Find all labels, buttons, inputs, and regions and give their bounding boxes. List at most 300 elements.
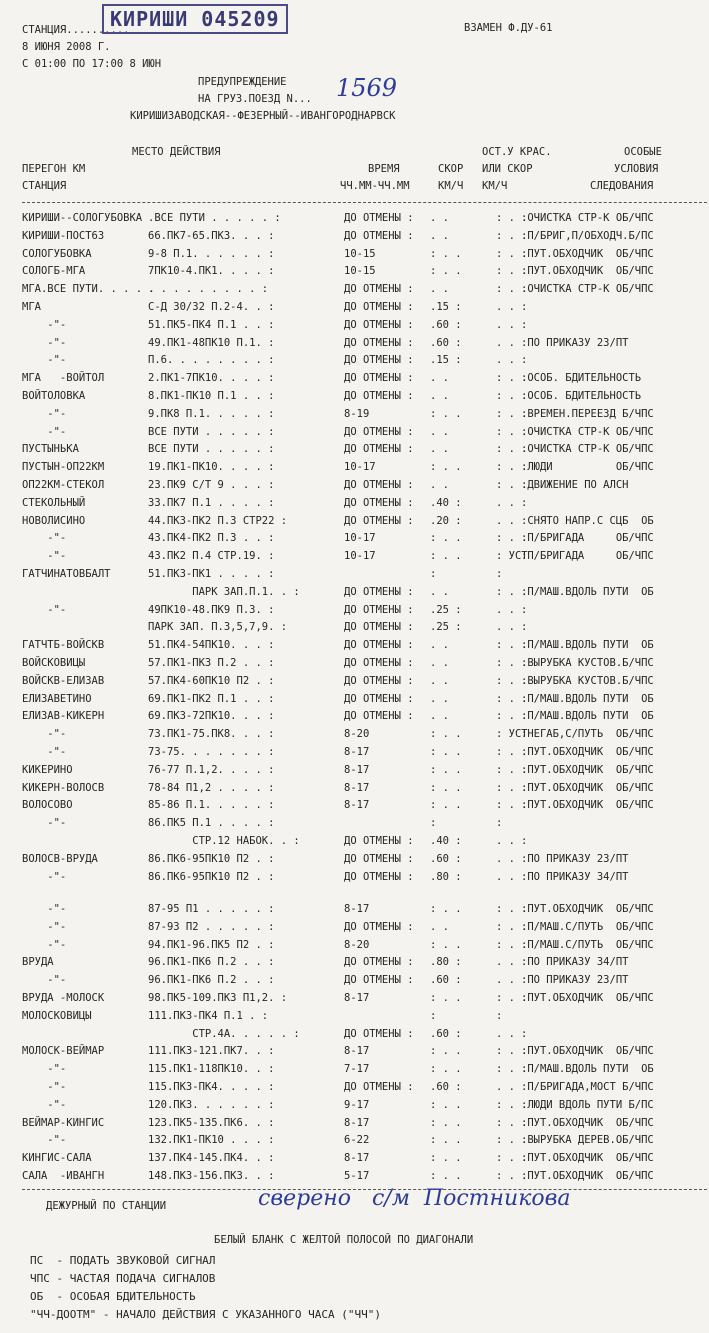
table-row: [0, 691, 709, 708]
station-cell: ВОЛОСОВО: [22, 799, 73, 812]
table-row: [0, 513, 709, 530]
location-cell: ВСЕ ПУТИ . . . . . :: [148, 443, 275, 456]
red-stop-cell: : . .: [496, 443, 528, 456]
location-cell: 85-86 П.1. . . . . :: [148, 799, 275, 812]
station-cell: -"-: [22, 1081, 67, 1093]
table-row: [0, 1008, 709, 1025]
location-cell: 111.ПК3-121.ПК7. . :: [148, 1045, 275, 1058]
station-cell: -"-: [22, 407, 67, 420]
station-cell: ОП22КМ-СТЕКОЛ: [22, 479, 105, 491]
table-row: [0, 1026, 709, 1043]
time-cell: ДО ОТМЕНЫ :: [344, 283, 414, 296]
conditions-cell: :ВЫРУБКА КУСТОВ.Б/ЧПС: [521, 674, 654, 687]
conditions-cell: :ОЧИСТКА СТР-К ОБ/ЧПС: [521, 443, 654, 456]
header-divider: [22, 202, 709, 203]
time-cell: 8-20: [344, 728, 370, 741]
conditions-cell: :ПУТ.ОБХОДЧИК ОБ/ЧПС: [521, 1116, 654, 1129]
location-cell: 98.ПК5-109.ПК3 П1,2. :: [148, 992, 288, 1004]
red-stop-cell: . .: [496, 496, 515, 509]
red-stop-cell: : . .: [496, 265, 528, 278]
speed-cell: : . .: [430, 903, 462, 915]
station-cell: -"-: [22, 318, 67, 331]
conditions-cell: :ОСОБ. БДИТЕЛЬНОСТЬ: [521, 390, 642, 402]
location-cell: СТР.12 НАБОК. . :: [148, 835, 300, 847]
table-row: [0, 901, 709, 918]
time-cell: ДО ОТМЕНЫ :: [344, 920, 414, 933]
table-row: [0, 566, 709, 583]
conditions-cell: :П/БРИГ,П/ОБХОДЧ.Б/ПС: [521, 229, 654, 242]
table-row: [0, 869, 709, 886]
col-time: ВРЕМЯ: [368, 163, 400, 175]
station-cell: КИРИШИ-ПОСТ63: [22, 229, 105, 242]
red-stop-cell: : . .: [496, 674, 528, 687]
speed-cell: : . .: [430, 763, 462, 776]
red-stop-cell: : . .: [496, 407, 528, 420]
station-cell: -"-: [22, 1134, 67, 1147]
table-row: [0, 726, 709, 743]
red-stop-cell: : . .: [496, 1116, 528, 1129]
location-cell: 51.ПК5-ПК4 П.1 . . :: [148, 318, 275, 331]
time-cell: ДО ОТМЕНЫ :: [344, 956, 414, 969]
location-cell: 9-8 П.1. . . . . . :: [148, 247, 275, 260]
valid-period: С 01:00 ПО 17:00 8 ИЮН: [22, 58, 162, 70]
speed-cell: . .: [430, 920, 449, 933]
location-cell: 87-93 П2 . . . . . :: [148, 920, 275, 933]
station-cell: ЕЛИЗАВ-КИКЕРН: [22, 710, 105, 723]
speed-cell: . .: [430, 639, 449, 652]
table-row: [0, 919, 709, 936]
location-cell: 115.ПК1-118ПК10. . :: [148, 1063, 275, 1076]
speed-cell: . .: [430, 692, 449, 705]
conditions-cell: :ПУТ.ОБХОДЧИК ОБ/ЧПС: [521, 1170, 654, 1182]
conditions-cell: :ПУТ.ОБХОДЧИК ОБ/ЧПС: [521, 265, 654, 278]
conditions-cell: :ВЫРУБКА ДЕРЕВ.ОБ/ЧПС: [521, 1134, 654, 1147]
col-red-1: ОСТ.У КРАС.: [482, 146, 552, 158]
red-stop-cell: : . .: [496, 1045, 528, 1058]
station-label: СТАНЦИЯ..........: [22, 24, 130, 36]
time-cell: ДО ОТМЕНЫ :: [344, 1027, 414, 1040]
conditions-cell: :ПУТ.ОБХОДЧИК ОБ/ЧПС: [521, 763, 654, 776]
table-row: [0, 602, 709, 619]
station-cell: ГАТЧИНАТОВБАЛТ: [22, 568, 111, 580]
red-stop-cell: : . .: [496, 229, 528, 242]
station-cell: МГА -ВОЙТОЛ: [22, 372, 105, 385]
station-cell: НОВОЛИСИНО: [22, 514, 86, 527]
route: КИРИШИЗАВОДСКАЯ--ФЕЗЕРНЫЙ--ИВАНГОРОДНАРВСК: [130, 110, 396, 122]
station-cell: -"-: [22, 1063, 67, 1076]
conditions-cell: :П/БРИГАДА,МОСТ Б/ЧПС: [521, 1081, 654, 1093]
table-row: [0, 210, 709, 227]
conditions-cell: :ОСОБ. БДИТЕЛЬНОСТЬ: [521, 372, 642, 385]
table-row: [0, 637, 709, 654]
station-cell: ВРУДА -МОЛОСК: [22, 992, 105, 1004]
speed-cell: : . .: [430, 728, 462, 741]
station-cell: -"-: [22, 1098, 67, 1111]
conditions-cell: :ОЧИСТКА СТР-К ОБ/ЧПС: [521, 283, 654, 296]
red-stop-cell: : . .: [496, 212, 528, 224]
conditions-cell: :П/МАШ.С/ПУТЬ ОБ/ЧПС: [521, 920, 654, 933]
table-row: [0, 954, 709, 971]
speed-cell: . .: [430, 585, 449, 598]
station-cell: КИРИШИ--СОЛОГУБОВКА: [22, 212, 143, 224]
speed-cell: :: [430, 568, 437, 580]
conditions-cell: :ОЧИСТКА СТР-К ОБ/ЧПС: [521, 212, 654, 224]
red-stop-cell: :: [496, 817, 503, 830]
conditions-cell: :НЕГАБ,С/ПУТЬ ОБ/ЧПС: [521, 728, 654, 741]
conditions-cell: :ПО ПРИКАЗУ 23/ПТ: [521, 974, 629, 987]
table-row: [0, 459, 709, 476]
speed-cell: : . .: [430, 1116, 462, 1129]
document-title: ПРЕДУПРЕЖДЕНИЕ: [198, 76, 287, 88]
station-cell: -"-: [22, 903, 67, 915]
red-stop-cell: :: [496, 568, 503, 580]
speed-cell: : . .: [430, 1134, 462, 1147]
speed-cell: : . .: [430, 532, 462, 545]
conditions-cell: :ДВИЖЕНИЕ ПО АЛСН: [521, 479, 629, 491]
red-stop-cell: : . .: [496, 479, 528, 491]
speed-cell: : . .: [430, 1063, 462, 1076]
conditions-cell: :П/БРИГАДА ОБ/ЧПС: [521, 550, 654, 563]
location-cell: 111.ПК3-ПК4 П.1 . :: [148, 1009, 269, 1022]
location-cell: 51.ПК3-ПК1 . . . . :: [148, 568, 275, 580]
location-cell: 51.ПК4-54ПК10. . . :: [148, 639, 275, 652]
table-row: [0, 1132, 709, 1149]
col-station: СТАНЦИЯ: [22, 180, 67, 192]
speed-cell: : . .: [430, 992, 462, 1004]
conditions-cell: :ПО ПРИКАЗУ 34/ПТ: [521, 956, 629, 969]
location-cell: 78-84 П1,2 . . . . :: [148, 781, 275, 794]
table-row: [0, 1097, 709, 1114]
station-cell: СТЕКОЛЬНЫЙ: [22, 496, 86, 509]
time-cell: 8-17: [344, 992, 370, 1004]
location-cell: 57.ПК1-ПК3 П.2 . . :: [148, 657, 275, 669]
time-cell: ДО ОТМЕНЫ :: [344, 336, 414, 349]
red-stop-cell: . .: [496, 514, 515, 527]
station-cell: ВРУДА: [22, 956, 54, 969]
station-cell: -"-: [22, 728, 67, 741]
location-cell: 148.ПК3-156.ПК3. . :: [148, 1170, 275, 1182]
conditions-cell: :ВРЕМЕН.ПЕРЕЕЗД Б/ЧПС: [521, 407, 654, 420]
time-cell: ДО ОТМЕНЫ :: [344, 835, 414, 847]
speed-cell: . .: [430, 443, 449, 456]
time-cell: ДО ОТМЕНЫ :: [344, 1081, 414, 1093]
red-stop-cell: : . .: [496, 1063, 528, 1076]
speed-cell: . .: [430, 372, 449, 385]
time-cell: ДО ОТМЕНЫ :: [344, 603, 414, 616]
station-cell: -"-: [22, 425, 67, 438]
station-cell: ВЕЙМАР-КИНГИС: [22, 1116, 105, 1129]
time-cell: ДО ОТМЕНЫ :: [344, 479, 414, 491]
speed-cell: .15 :: [430, 354, 462, 367]
time-cell: 8-17: [344, 903, 370, 915]
table-row: [0, 619, 709, 636]
speed-cell: .60 :: [430, 336, 462, 349]
conditions-cell: :ПО ПРИКАЗУ 34/ПТ: [521, 870, 629, 883]
conditions-cell: :: [521, 621, 528, 634]
col-place: МЕСТО ДЕЙСТВИЯ: [132, 146, 221, 158]
location-cell: 123.ПК5-135.ПК6. . :: [148, 1116, 275, 1129]
speed-cell: : . .: [430, 1170, 462, 1182]
conditions-cell: :ПУТ.ОБХОДЧИК ОБ/ЧПС: [521, 903, 654, 915]
station-cell: МГА: [22, 301, 41, 313]
location-cell: ВСЕ ПУТИ . . . . . :: [148, 425, 275, 438]
location-cell: 43.ПК2 П.4 СТР.19. :: [148, 550, 275, 563]
red-stop-cell: : . .: [496, 283, 528, 296]
speed-cell: .80 :: [430, 956, 462, 969]
table-row: [0, 530, 709, 547]
red-stop-cell: : . .: [496, 425, 528, 438]
table-row: [0, 1115, 709, 1132]
speed-cell: . .: [430, 657, 449, 669]
speed-cell: . .: [430, 710, 449, 723]
red-stop-cell: . .: [496, 852, 515, 865]
time-cell: ДО ОТМЕНЫ :: [344, 657, 414, 669]
time-cell: 9-17: [344, 1098, 370, 1111]
time-cell: ДО ОТМЕНЫ :: [344, 425, 414, 438]
location-cell: 137.ПК4-145.ПК4. . :: [148, 1152, 275, 1165]
red-stop-cell: : УСТ: [496, 728, 528, 741]
time-cell: 8-19: [344, 407, 370, 420]
conditions-cell: :ЛЮДИ ВДОЛЬ ПУТИ Б/ПС: [521, 1098, 654, 1111]
table-row: [0, 797, 709, 814]
table-row: [0, 1150, 709, 1167]
table-row: [0, 299, 709, 316]
time-cell: 10-15: [344, 265, 376, 278]
red-stop-cell: : . .: [496, 992, 528, 1004]
location-cell: 94.ПК1-96.ПК5 П2 . :: [148, 938, 275, 951]
conditions-cell: :ВЫРУБКА КУСТОВ.Б/ЧПС: [521, 657, 654, 669]
location-cell: 43.ПК4-ПК2 П.3 . . :: [148, 532, 275, 545]
station-cell: КИНГИС-САЛА: [22, 1152, 92, 1165]
table-row: [0, 762, 709, 779]
station-cell: -"-: [22, 603, 67, 616]
legend-item: ЧПС - ЧАСТАЯ ПОДАЧА СИГНАЛОВ: [30, 1272, 216, 1285]
station-cell: ЕЛИЗАВЕТИНО: [22, 692, 92, 705]
table-row: [0, 744, 709, 761]
station-cell: -"-: [22, 938, 67, 951]
location-cell: П.6. . . . . . . . :: [148, 354, 275, 367]
replaces-form: ВЗАМЕН Ф.ДУ-61: [464, 22, 553, 34]
red-stop-cell: : . .: [496, 657, 528, 669]
time-cell: 8-17: [344, 763, 370, 776]
col-speed-unit: КМ/Ч: [438, 180, 464, 192]
speed-cell: : . .: [430, 1098, 462, 1111]
location-cell: СТР.4А. . . . . :: [148, 1027, 300, 1040]
location-cell: 33.ПК7 П.1 . . . . :: [148, 496, 275, 509]
time-cell: ДО ОТМЕНЫ :: [344, 496, 414, 509]
time-cell: ДО ОТМЕНЫ :: [344, 354, 414, 367]
table-row: [0, 833, 709, 850]
time-cell: ДО ОТМЕНЫ :: [344, 692, 414, 705]
train-label: НА ГРУЗ.ПОЕЗД N...: [198, 93, 312, 105]
location-cell: 2.ПК1-7ПК10. . . . :: [148, 372, 275, 385]
speed-cell: : . .: [430, 938, 462, 951]
station-cell: МГА.ВСЕ ПУТИ. . . . .: [22, 283, 155, 296]
red-stop-cell: . .: [496, 354, 515, 367]
speed-cell: : . .: [430, 781, 462, 794]
col-red-unit: КМ/Ч: [482, 180, 508, 192]
legend-item: ОБ - ОСОБАЯ БДИТЕЛЬНОСТЬ: [30, 1290, 196, 1303]
time-cell: ДО ОТМЕНЫ :: [344, 852, 414, 865]
table-row: [0, 424, 709, 441]
location-cell: 49ПК10-48.ПК9 П.3. :: [148, 603, 275, 616]
red-stop-cell: . .: [496, 336, 515, 349]
red-stop-cell: . .: [496, 603, 515, 616]
conditions-cell: :: [521, 301, 528, 313]
speed-cell: .15 :: [430, 301, 462, 313]
speed-cell: .25 :: [430, 621, 462, 634]
time-cell: 6-22: [344, 1134, 370, 1147]
table-row: [0, 815, 709, 832]
time-cell: 8-17: [344, 781, 370, 794]
red-stop-cell: : . .: [496, 746, 528, 758]
table-row: [0, 441, 709, 458]
speed-cell: .60 :: [430, 1081, 462, 1093]
speed-cell: .40 :: [430, 496, 462, 509]
time-cell: 8-17: [344, 746, 370, 758]
table-row: [0, 584, 709, 601]
location-cell: 57.ПК4-60ПК10 П2 . :: [148, 674, 275, 687]
location-cell: 8.ПК1-ПК10 П.1 . . :: [148, 390, 275, 402]
conditions-cell: :ПУТ.ОБХОДЧИК ОБ/ЧПС: [521, 247, 654, 260]
location-cell: 96.ПК1-ПК6 П.2 . . :: [148, 956, 275, 969]
red-stop-cell: : . .: [496, 1152, 528, 1165]
speed-cell: : . .: [430, 461, 462, 474]
table-row: [0, 352, 709, 369]
red-stop-cell: :: [496, 1009, 503, 1022]
table-row: [0, 708, 709, 725]
table-row: [0, 655, 709, 672]
table-row: [0, 1079, 709, 1096]
time-cell: 8-17: [344, 1152, 370, 1165]
station-cell: САЛА -ИВАНГН: [22, 1170, 105, 1182]
station-cell: ГАТЧТБ-ВОЙСКВ: [22, 639, 105, 652]
conditions-cell: :: [521, 835, 528, 847]
location-cell: 86.ПК5 П.1 . . . . :: [148, 817, 275, 830]
location-cell: 86.ПК6-95ПК10 П2 . :: [148, 852, 275, 865]
red-stop-cell: : . .: [496, 710, 528, 723]
location-cell: 9.ПК8 П.1. . . . . :: [148, 407, 275, 420]
conditions-cell: :: [521, 354, 528, 367]
time-cell: ДО ОТМЕНЫ :: [344, 229, 414, 242]
location-cell: 69.ПК1-ПК2 П.1 . . :: [148, 692, 275, 705]
time-cell: ДО ОТМЕНЫ :: [344, 514, 414, 527]
time-cell: 10-17: [344, 550, 376, 563]
location-cell: 73.ПК1-75.ПК8. . . :: [148, 728, 275, 741]
time-cell: ДО ОТМЕНЫ :: [344, 974, 414, 987]
table-row: [0, 548, 709, 565]
conditions-cell: :П/БРИГАДА ОБ/ЧПС: [521, 532, 654, 545]
table-row: [0, 477, 709, 494]
station-cell: МОЛОСКОВИЦЫ: [22, 1009, 92, 1022]
location-cell: .ВСЕ ПУТИ . . . . . :: [148, 212, 281, 224]
speed-cell: .20 :: [430, 514, 462, 527]
station-cell: ВОЛОСВ-ВРУДА: [22, 852, 98, 865]
time-cell: ДО ОТМЕНЫ :: [344, 870, 414, 883]
conditions-cell: :П/МАШ.ВДОЛЬ ПУТИ ОБ: [521, 710, 654, 723]
table-row: [0, 228, 709, 245]
time-cell: ДО ОТМЕНЫ :: [344, 212, 414, 224]
station-cell: -"-: [22, 746, 67, 758]
location-cell: ПАРК ЗАП.П.1. . :: [148, 585, 300, 598]
station-cell: КИКЕРН-ВОЛОСВ: [22, 781, 105, 794]
table-row: [0, 335, 709, 352]
speed-cell: : . .: [430, 1045, 462, 1058]
red-stop-cell: . .: [496, 318, 515, 331]
station-cell: -"-: [22, 550, 67, 563]
speed-cell: . .: [430, 283, 449, 296]
table-row: [0, 673, 709, 690]
station-stamp: КИРИШИ 045209: [102, 4, 288, 34]
conditions-cell: :П/МАШ.ВДОЛЬ ПУТИ ОБ: [521, 585, 654, 598]
location-cell: . . . . . . . . . :: [148, 283, 269, 296]
table-row: [0, 851, 709, 868]
table-row: [0, 495, 709, 512]
signature-handwritten: сверено с/м Постникова: [258, 1186, 571, 1211]
conditions-cell: :ПО ПРИКАЗУ 23/ПТ: [521, 852, 629, 865]
time-cell: 7-17: [344, 1063, 370, 1076]
speed-cell: . .: [430, 229, 449, 242]
conditions-cell: :: [521, 603, 528, 616]
speed-cell: .25 :: [430, 603, 462, 616]
red-stop-cell: : . .: [496, 372, 528, 385]
station-cell: -"-: [22, 336, 67, 349]
table-row: [0, 1061, 709, 1078]
station-cell: -"-: [22, 532, 67, 545]
red-stop-cell: : . .: [496, 763, 528, 776]
location-cell: 44.ПК3-ПК2 П.3 СТР22 :: [148, 514, 288, 527]
conditions-cell: :ПУТ.ОБХОДЧИК ОБ/ЧПС: [521, 992, 654, 1004]
speed-cell: : . .: [430, 746, 462, 758]
red-stop-cell: . .: [496, 1081, 515, 1093]
speed-cell: : . .: [430, 407, 462, 420]
location-cell: 7ПК10-4.ПК1. . . . :: [148, 265, 275, 278]
table-row: [0, 990, 709, 1007]
conditions-cell: :ЛЮДИ ОБ/ЧПС: [521, 461, 654, 474]
red-stop-cell: : . .: [496, 692, 528, 705]
location-cell: С-Д 30/32 П.2-4. . :: [148, 301, 275, 313]
time-cell: ДО ОТМЕНЫ :: [344, 639, 414, 652]
col-haul-km: ПЕРЕГОН КМ: [22, 163, 86, 175]
table-row: [0, 1168, 709, 1185]
conditions-cell: :ОЧИСТКА СТР-К ОБ/ЧПС: [521, 425, 654, 438]
conditions-cell: :П/МАШ.ВДОЛЬ ПУТИ ОБ: [521, 1063, 654, 1076]
speed-cell: .80 :: [430, 870, 462, 883]
speed-cell: : . .: [430, 799, 462, 812]
time-cell: ДО ОТМЕНЫ :: [344, 390, 414, 402]
col-speed: СКОР: [438, 163, 464, 175]
legend-item: ПС - ПОДАТЬ ЗВУКОВОЙ СИГНАЛ: [30, 1254, 216, 1267]
table-row: [0, 263, 709, 280]
time-cell: 8-17: [344, 1045, 370, 1058]
duty-officer-label: ДЕЖУРНЫЙ ПО СТАНЦИИ: [46, 1200, 167, 1212]
conditions-cell: :ПУТ.ОБХОДЧИК ОБ/ЧПС: [521, 746, 654, 758]
speed-cell: . .: [430, 212, 449, 224]
time-cell: 10-17: [344, 532, 376, 545]
station-cell: ВОЙСКОВИЦЫ: [22, 657, 86, 669]
location-cell: 87-95 П1 . . . . . :: [148, 903, 275, 915]
table-row: [0, 370, 709, 387]
table-row: [0, 1043, 709, 1060]
speed-cell: :: [430, 1009, 437, 1022]
red-stop-cell: : . .: [496, 799, 528, 812]
red-stop-cell: : . .: [496, 1170, 528, 1182]
time-cell: 8-20: [344, 938, 370, 951]
speed-cell: : . .: [430, 550, 462, 563]
speed-cell: . .: [430, 674, 449, 687]
time-cell: ДО ОТМЕНЫ :: [344, 585, 414, 598]
red-stop-cell: : . .: [496, 1134, 528, 1147]
